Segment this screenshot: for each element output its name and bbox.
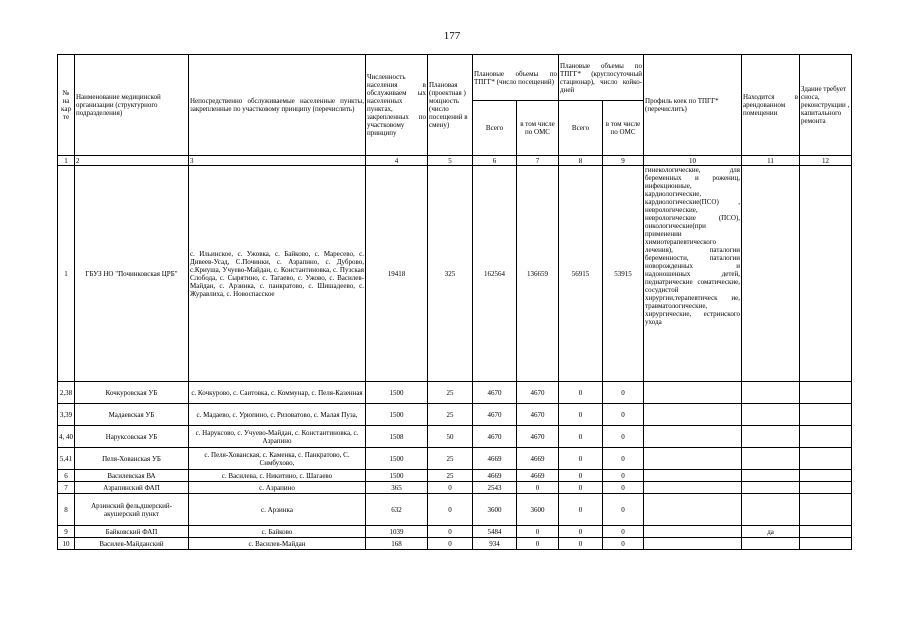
header-col-8-9: Плановые объемы по ТПГГ* (круглосуточный стационар), число койко-дней: [559, 55, 644, 101]
population: 1500: [366, 448, 428, 470]
column-number: 7: [517, 156, 559, 166]
column-number: 12: [800, 156, 852, 166]
beds-total: 0: [559, 426, 603, 448]
visits-total: 5484: [473, 526, 517, 538]
header-col-5: Плановая (проектная ) мощность (число посещений в смену): [428, 55, 473, 156]
rented: да: [742, 526, 800, 538]
capacity: 25: [428, 448, 473, 470]
renovation: [800, 382, 852, 404]
table-row: [58, 538, 852, 550]
row-number: 4, 40: [58, 426, 75, 448]
bed-profile: [644, 494, 742, 526]
visits-oms: 136659: [517, 166, 559, 382]
capacity: 0: [428, 538, 473, 550]
visits-total: 4670: [473, 382, 517, 404]
bed-profile: [644, 382, 742, 404]
visits-oms: 4670: [517, 426, 559, 448]
header-col-1: № на кар те: [58, 55, 75, 156]
org-name: ГБУЗ НО "Починковская ЦРБ": [75, 166, 189, 382]
visits-total: 4670: [473, 426, 517, 448]
renovation: [800, 404, 852, 426]
rented: [742, 426, 800, 448]
row-number: 10: [58, 538, 75, 550]
org-name: Азрапинский ФАП: [75, 482, 189, 494]
table-row: [58, 482, 852, 494]
visits-total: 4669: [473, 448, 517, 470]
column-number: 2: [75, 156, 189, 166]
column-number: 5: [428, 156, 473, 166]
capacity: 25: [428, 470, 473, 482]
row-number: 3,39: [58, 404, 75, 426]
visits-total: 2543: [473, 482, 517, 494]
table-row: [58, 426, 852, 448]
served-places: с. Ильинское, с. Ужовка, с. Байково, с. Маресево, с. Дивеев-Усад, С.Починки, с. Азрапино, с. Дуброво, с.Криуша, Учуево-Майдан, с. Константиновка, с. Пузская Слобода, с. Сырятино, с. Тагаево, с. Ужово, с. Василев-Майдан, с. Арзинка, с. панкратово, с. Шишадеево, с. Журавлиха, с. Новоспасское: [189, 166, 366, 382]
visits-total: 162564: [473, 166, 517, 382]
beds-oms: 0: [603, 538, 644, 550]
bed-profile: [644, 470, 742, 482]
rented: [742, 382, 800, 404]
org-name: Пеля-Хованская УБ: [75, 448, 189, 470]
beds-total: 0: [559, 470, 603, 482]
table-row: [58, 526, 852, 538]
rented: [742, 404, 800, 426]
rented: [742, 166, 800, 382]
bed-profile: [644, 448, 742, 470]
beds-total: 56915: [559, 166, 603, 382]
served-places: с. Василева, с. Никитино, с. Шагаево: [189, 470, 366, 482]
visits-total: 934: [473, 538, 517, 550]
population: 1500: [366, 470, 428, 482]
population: 19418: [366, 166, 428, 382]
beds-total: 0: [559, 482, 603, 494]
rented: [742, 494, 800, 526]
column-number: 9: [603, 156, 644, 166]
served-places: с. Арзинка: [189, 494, 366, 526]
column-number: 11: [742, 156, 800, 166]
table-row: [58, 448, 852, 470]
header-col-12: Здание требует сноса, реконструкции , капитального ремонта: [800, 55, 852, 156]
renovation: [800, 526, 852, 538]
org-name: Василевская ВА: [75, 470, 189, 482]
header-col-4: Численность населения в обслуживаем ых населенных пунктах, закрепленных по участковому принципу: [366, 55, 428, 156]
table-row: [58, 404, 852, 426]
org-name: Арзинский фельдшерский-акушерский пункт: [75, 494, 189, 526]
served-places: с. Байково: [189, 526, 366, 538]
bed-profile: [644, 526, 742, 538]
renovation: [800, 448, 852, 470]
subheader-oms-7: в том числе по ОМС: [517, 101, 559, 156]
bed-profile: [644, 538, 742, 550]
capacity: 0: [428, 482, 473, 494]
capacity: 25: [428, 382, 473, 404]
visits-oms: 4670: [517, 404, 559, 426]
column-number: 1: [58, 156, 75, 166]
capacity: 325: [428, 166, 473, 382]
population: 1039: [366, 526, 428, 538]
org-name: Кочкуровская УБ: [75, 382, 189, 404]
column-number: 8: [559, 156, 603, 166]
visits-oms: 0: [517, 482, 559, 494]
bed-profile: [644, 482, 742, 494]
visits-oms: 0: [517, 526, 559, 538]
beds-oms: 0: [603, 448, 644, 470]
population: 1500: [366, 404, 428, 426]
population: 632: [366, 494, 428, 526]
visits-total: 3600: [473, 494, 517, 526]
visits-oms: 3600: [517, 494, 559, 526]
beds-oms: 0: [603, 482, 644, 494]
visits-oms: 4669: [517, 470, 559, 482]
beds-oms: 0: [603, 404, 644, 426]
header-row: [58, 55, 852, 101]
beds-oms: 53915: [603, 166, 644, 382]
served-places: с. Василев-Майдан: [189, 538, 366, 550]
served-places: с. Кочкурово, с. Саитовка, с. Коммунар, с. Пеля-Казенная: [189, 382, 366, 404]
org-name: Байковский ФАП: [75, 526, 189, 538]
header-col-10: Профиль коек по ТПГГ* (перечислить): [644, 55, 742, 156]
capacity: 0: [428, 526, 473, 538]
table-row: [58, 166, 852, 382]
bed-profile: [644, 404, 742, 426]
rented: [742, 538, 800, 550]
beds-total: 0: [559, 404, 603, 426]
renovation: [800, 426, 852, 448]
capacity: 25: [428, 404, 473, 426]
beds-oms: 0: [603, 426, 644, 448]
row-number: 6: [58, 470, 75, 482]
beds-oms: 0: [603, 526, 644, 538]
renovation: [800, 470, 852, 482]
beds-oms: 0: [603, 494, 644, 526]
beds-total: 0: [559, 382, 603, 404]
visits-oms: 4670: [517, 382, 559, 404]
rented: [742, 470, 800, 482]
beds-total: 0: [559, 494, 603, 526]
org-name: Наруксовская УБ: [75, 426, 189, 448]
row-number: 1: [58, 166, 75, 382]
table-row: [58, 470, 852, 482]
visits-total: 4670: [473, 404, 517, 426]
rented: [742, 448, 800, 470]
visits-total: 4669: [473, 470, 517, 482]
bed-profile: гинекологические, для беременных и рожениц, инфекционные, кардиологические, кардиологические(ПСО) , неврологические, неврологические (ПСО), онкологические(при применении химиотерапевтического лечения), паталогии беременности, паталогии новорожденных и надоношенных детей, педиатрические соматические, сосудистой хирургии,терапевтическ ие, травматологические, хирургические, естринского ухода: [644, 166, 742, 382]
served-places: с. Пеля-Хованская, с. Каменка, с. Панкратово, С. Симбухово,: [189, 448, 366, 470]
beds-total: 0: [559, 448, 603, 470]
header-col-6-7: Плановые объемы по ТПГГ* (число посещений): [473, 55, 559, 101]
beds-oms: 0: [603, 470, 644, 482]
column-number: 10: [644, 156, 742, 166]
row-number: 9: [58, 526, 75, 538]
org-name: Василев-Майданский: [75, 538, 189, 550]
column-number: 6: [473, 156, 517, 166]
beds-total: 0: [559, 538, 603, 550]
header-col-2: Наименование медицинской организации (структурного подразделения): [75, 55, 189, 156]
column-number: 4: [366, 156, 428, 166]
population: 365: [366, 482, 428, 494]
table-row: [58, 382, 852, 404]
row-number: 5,41: [58, 448, 75, 470]
header-col-11: Находится в арендованном помещении: [742, 55, 800, 156]
visits-oms: 0: [517, 538, 559, 550]
header-col-3: Непосредственно обслуживаемые населенные пункты, закрепленные по участковому принципу (перечислить): [189, 55, 366, 156]
row-number: 2,38: [58, 382, 75, 404]
page-number: 177: [443, 30, 461, 42]
subheader-total-6: Всего: [473, 101, 517, 156]
renovation: [800, 494, 852, 526]
rented: [742, 482, 800, 494]
org-name: Мадаевская УБ: [75, 404, 189, 426]
capacity: 0: [428, 494, 473, 526]
population: 168: [366, 538, 428, 550]
beds-total: 0: [559, 526, 603, 538]
subheader-oms-9: в том числе по ОМС: [603, 101, 644, 156]
table-row: [58, 494, 852, 526]
served-places: с. Мадаево, с. Урюпино, с. Ризоватово, с. Малая Пуза,: [189, 404, 366, 426]
bed-profile: [644, 426, 742, 448]
served-places: с. Азрапино: [189, 482, 366, 494]
renovation: [800, 538, 852, 550]
renovation: [800, 482, 852, 494]
served-places: с. Наруксово, с. Учуево-Майдан, с. Константиновка, с. Азрапино: [189, 426, 366, 448]
row-number: 8: [58, 494, 75, 526]
facilities-table: [57, 54, 852, 550]
visits-oms: 4669: [517, 448, 559, 470]
population: 1508: [366, 426, 428, 448]
beds-oms: 0: [603, 382, 644, 404]
row-number: 7: [58, 482, 75, 494]
column-number: 3: [189, 156, 366, 166]
subheader-total-8: Всего: [559, 101, 603, 156]
population: 1500: [366, 382, 428, 404]
renovation: [800, 166, 852, 382]
capacity: 50: [428, 426, 473, 448]
column-numbers-row: [58, 156, 852, 166]
